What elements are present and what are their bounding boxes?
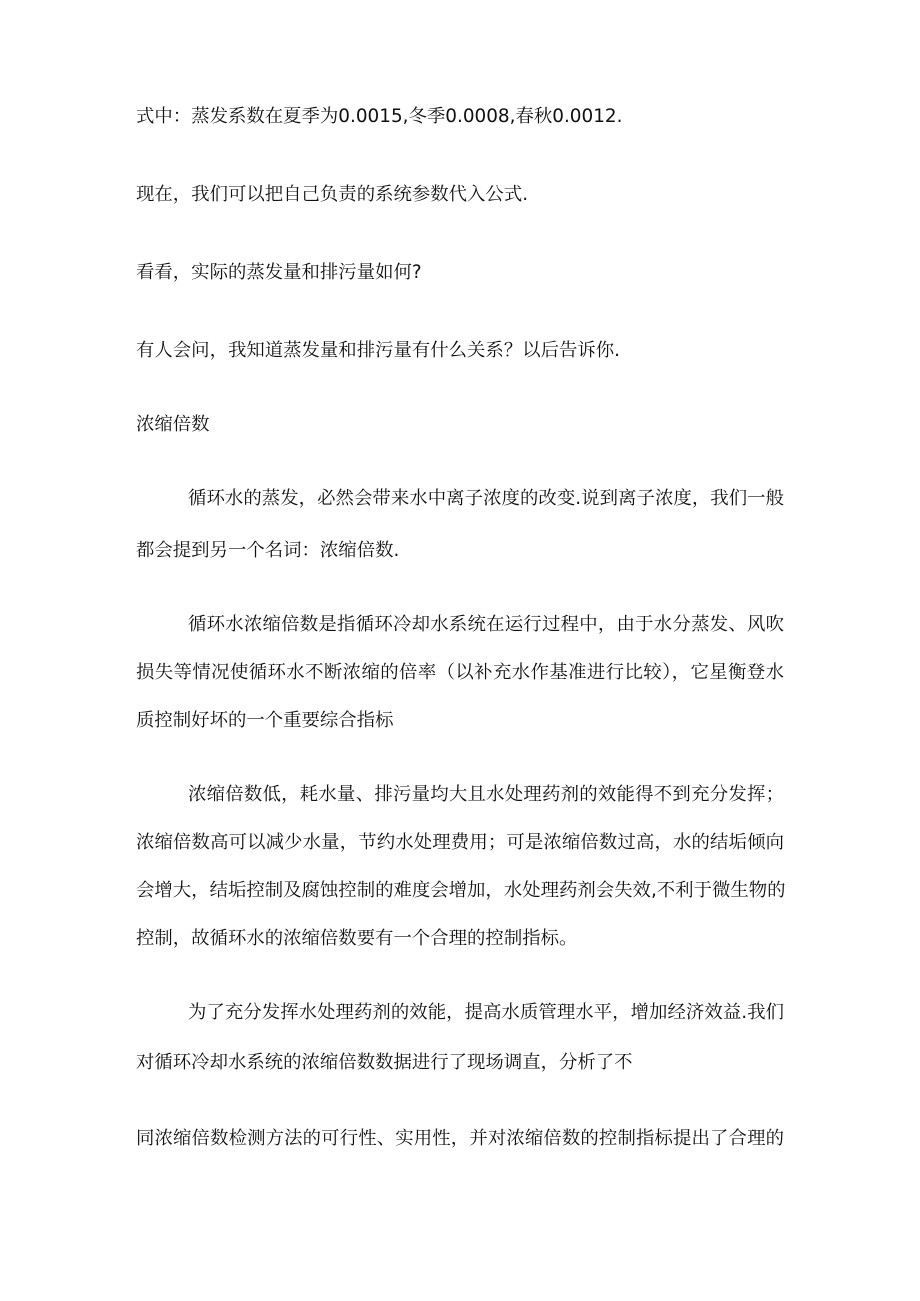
section-heading: 浓缩倍数: [136, 414, 210, 435]
paragraph-line: 对循环冷却水系统的浓缩倍数数据进行了现场调直，分析了不: [136, 1052, 633, 1073]
paragraph-line: 都会提到另一个名词：浓缩倍数.: [136, 540, 400, 561]
paragraph-question: 有人会问，我知道蒸发量和排污量有什么关系？以后告诉你.: [136, 340, 621, 361]
paragraph-substitute-parameters: 现在，我们可以把自己负责的系统参数代入公式.: [136, 184, 529, 205]
paragraph-line: 为了充分发挥水处理药剂的效能，提高水质管理水平，增加经济效益.我们: [188, 1002, 784, 1023]
paragraph-evaporation-coefficient: 式中：蒸发系数在夏季为0.0015,冬季0.0008,春秋0.0012.: [136, 106, 623, 127]
paragraph-line: 循环水浓缩倍数是指循环冷却水系统在运行过程中，由于水分蒸发、风吹: [188, 614, 784, 635]
paragraph-line: 浓缩倍数高可以减少水量，节约水处理费用；可是浓缩倍数过高，水的结垢倾向: [136, 832, 784, 853]
paragraph-line: 浓缩倍数低，耗水量、排污量均大且水处理药剂的效能得不到充分发挥；: [188, 784, 784, 805]
paragraph-check-amounts: 看看，实际的蒸发量和排污量如何?: [136, 262, 422, 283]
paragraph-line: 会增大，结垢控制及腐蚀控制的难度会增加，水处理药剂会失效,不利于微生物的: [136, 880, 786, 901]
paragraph-line: 同浓缩倍数检测方法的可行性、实用性，并对浓缩倍数的控制指标提出了合理的: [136, 1128, 784, 1149]
paragraph-line: 质控制好坏的一个重要综合指标: [136, 710, 394, 731]
paragraph-line: 循环水的蒸发，必然会带来水中离子浓度的改变.说到离子浓度，我们一般: [188, 488, 784, 509]
paragraph-line: 损失等情况使循环水不断浓缩的倍率（以补充水作基准进行比较），它星衡登水: [136, 662, 784, 683]
paragraph-line: 控制，故循环水的浓缩倍数要有一个合理的控制指标。: [136, 928, 578, 949]
